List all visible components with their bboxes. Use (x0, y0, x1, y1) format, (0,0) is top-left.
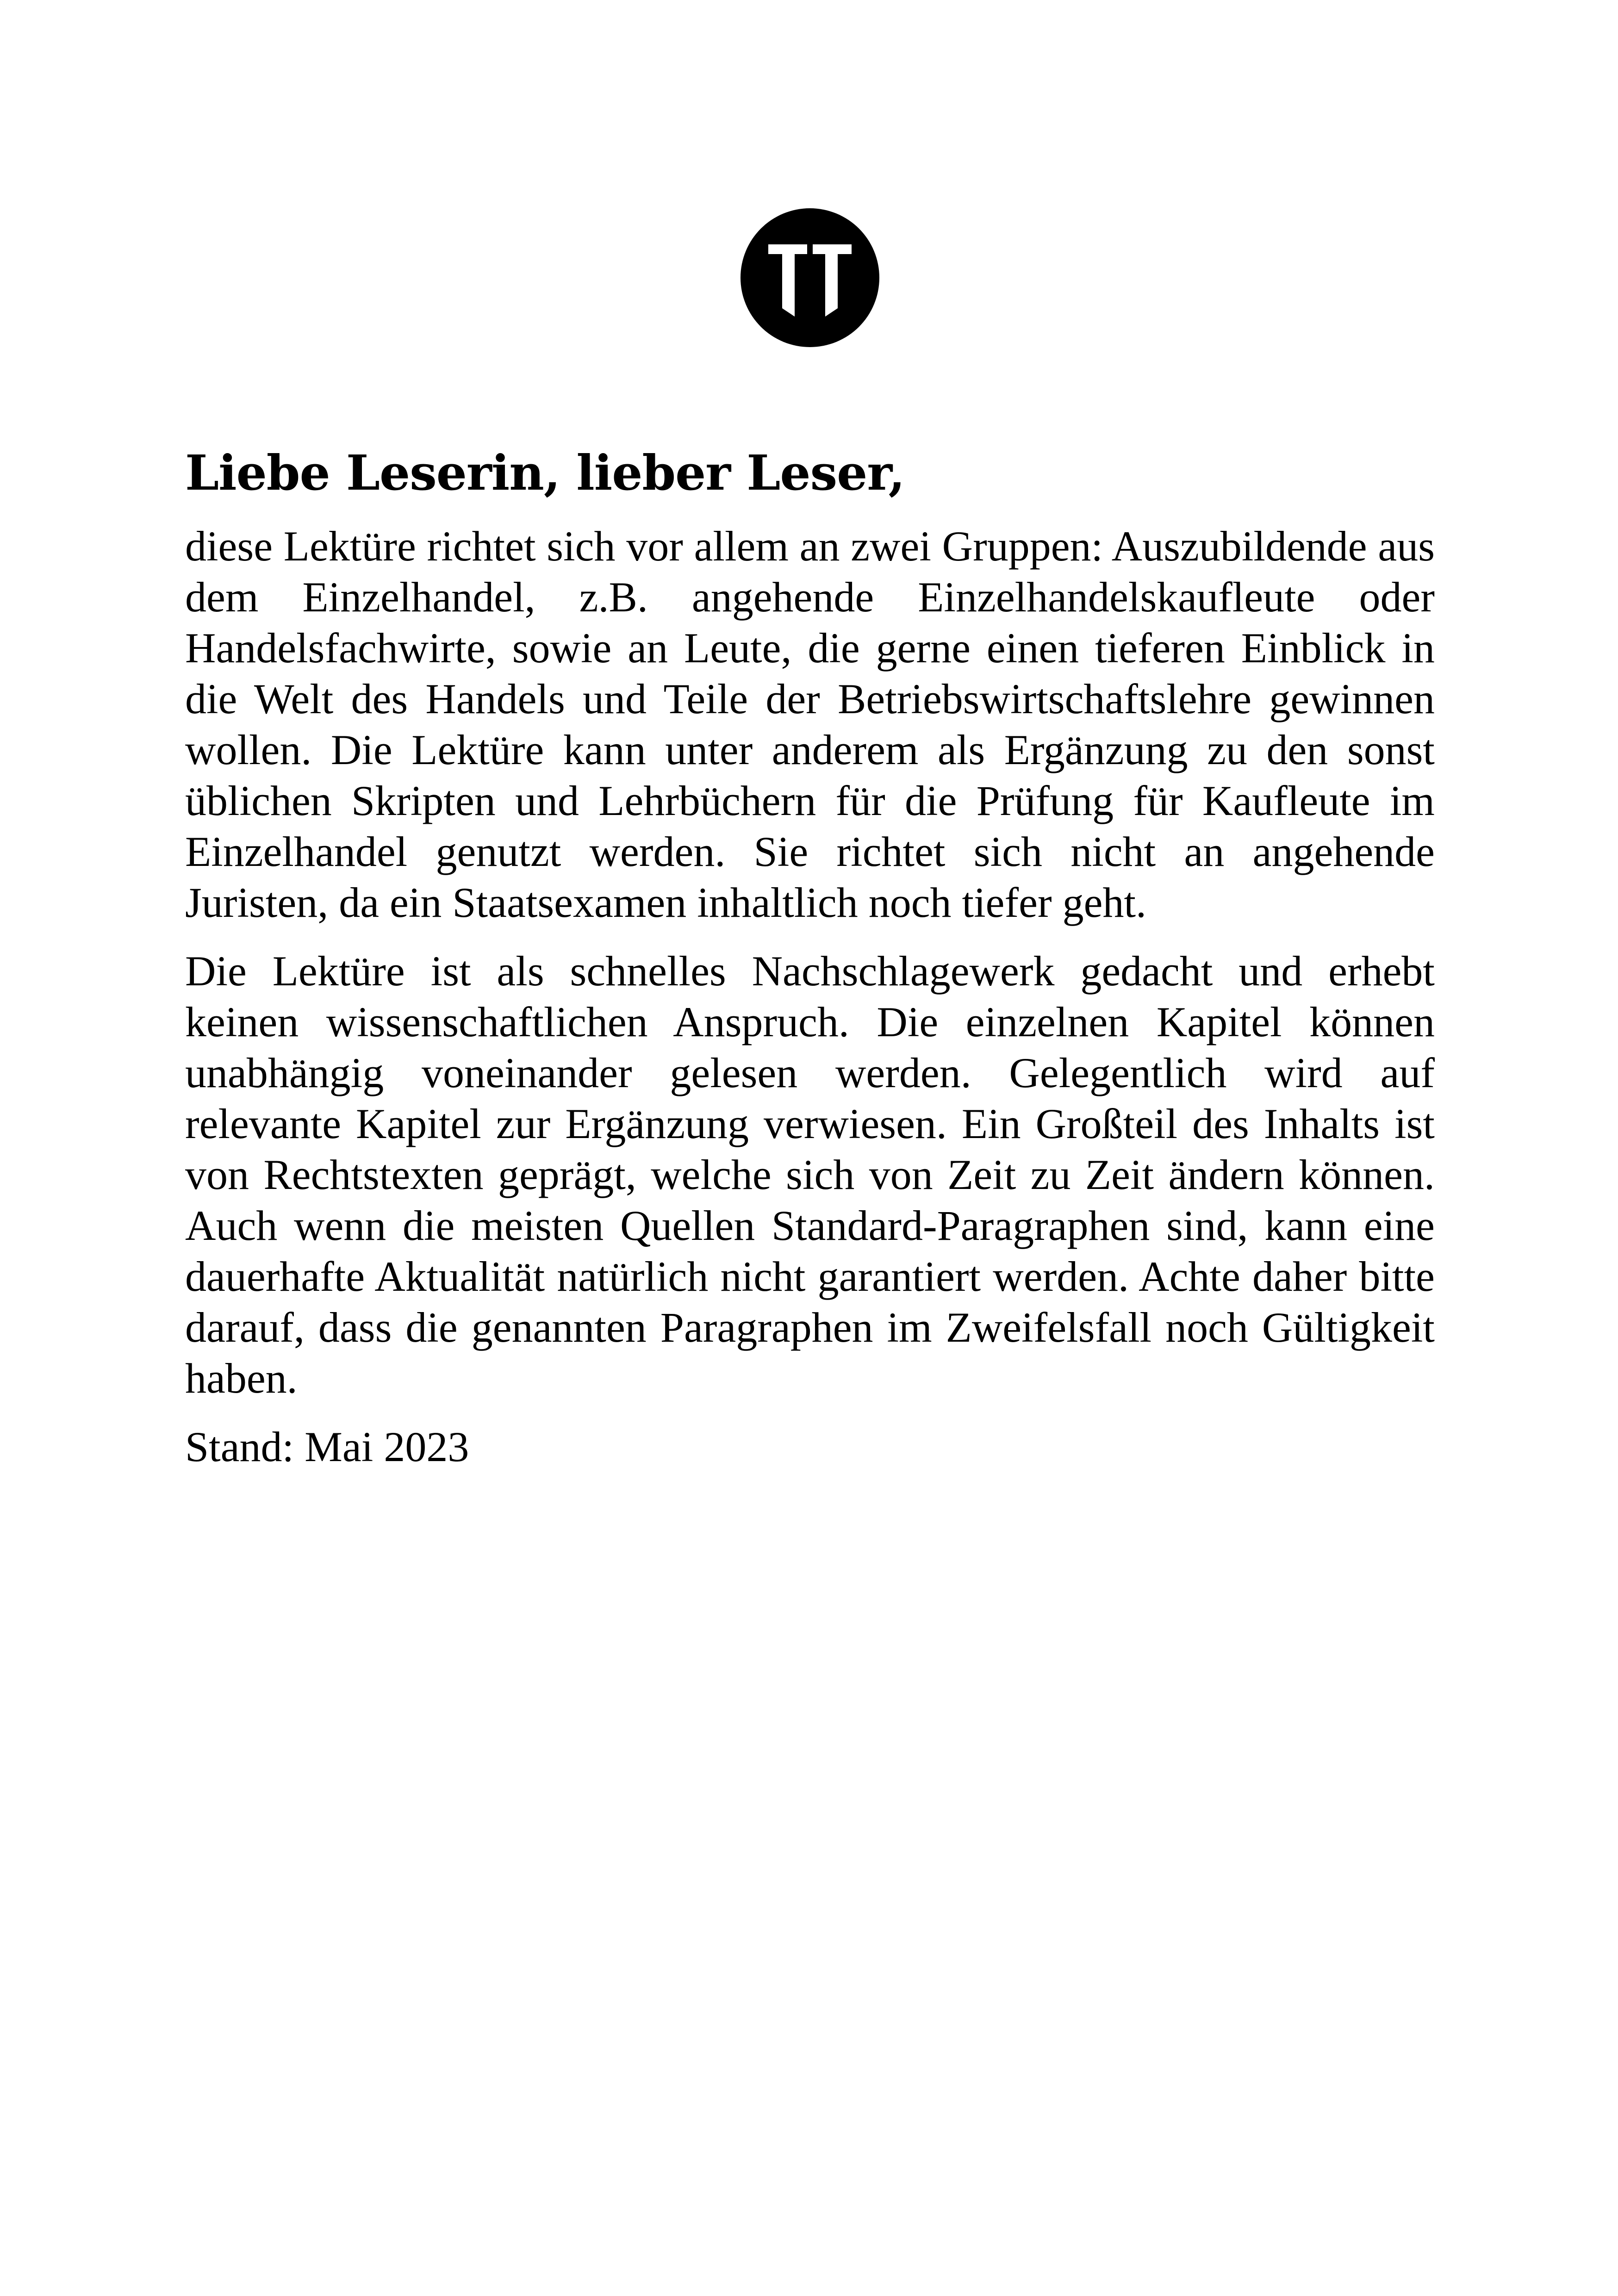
revision-date: Stand: Mai 2023 (185, 1423, 469, 1470)
publisher-logo-icon (741, 208, 879, 347)
preface-content (185, 444, 1435, 1472)
logo-mark (741, 208, 879, 347)
preface-paragraph-2: Die Lektüre ist als schnelles Nachschlagewerk gedacht und erhebt keinen wissenschaftlichen Anspruch. Die einzelnen Kapitel können unabhängig voneinander gelesen werden. Gelegentlich wird auf relevante Kapitel zur Ergänzung verwiesen. Ein Großteil des Inhalts ist von Rechtstexten geprägt, welche sich von Zeit zu Zeit ändern können. Auch wenn die meisten Quellen Standard-Paragraphen sind, kann eine dauerhafte Aktualität natürlich nicht garantiert werden. Achte daher bitte darauf, dass die genannten Paragraphen im Zweifelsfall noch Gültigkeit haben. (185, 947, 1435, 1402)
preface-heading: Liebe Leserin, lieber Leser, (185, 444, 905, 501)
preface-paragraph-1: diese Lektüre richtet sich vor allem an zwei Gruppen: Auszubildende aus dem Einzelhandel, z.B. angehende Einzelhandelskaufleute oder Handelsfachwirte, sowie an Leute, die gerne einen tieferen Einblick in die Welt des Handels und Teile der Betriebswirtschaftslehre gewinnen wollen. Die Lektüre kann unter anderem als Ergänzung zu den sonst üblichen Skripten und Lehrbüchern für die Prüfung für Kaufleute im Einzelhandel genutzt werden. Sie richtet sich nicht an angehende Juristen, da ein Staatsexamen inhaltlich noch tiefer geht. (185, 522, 1435, 926)
